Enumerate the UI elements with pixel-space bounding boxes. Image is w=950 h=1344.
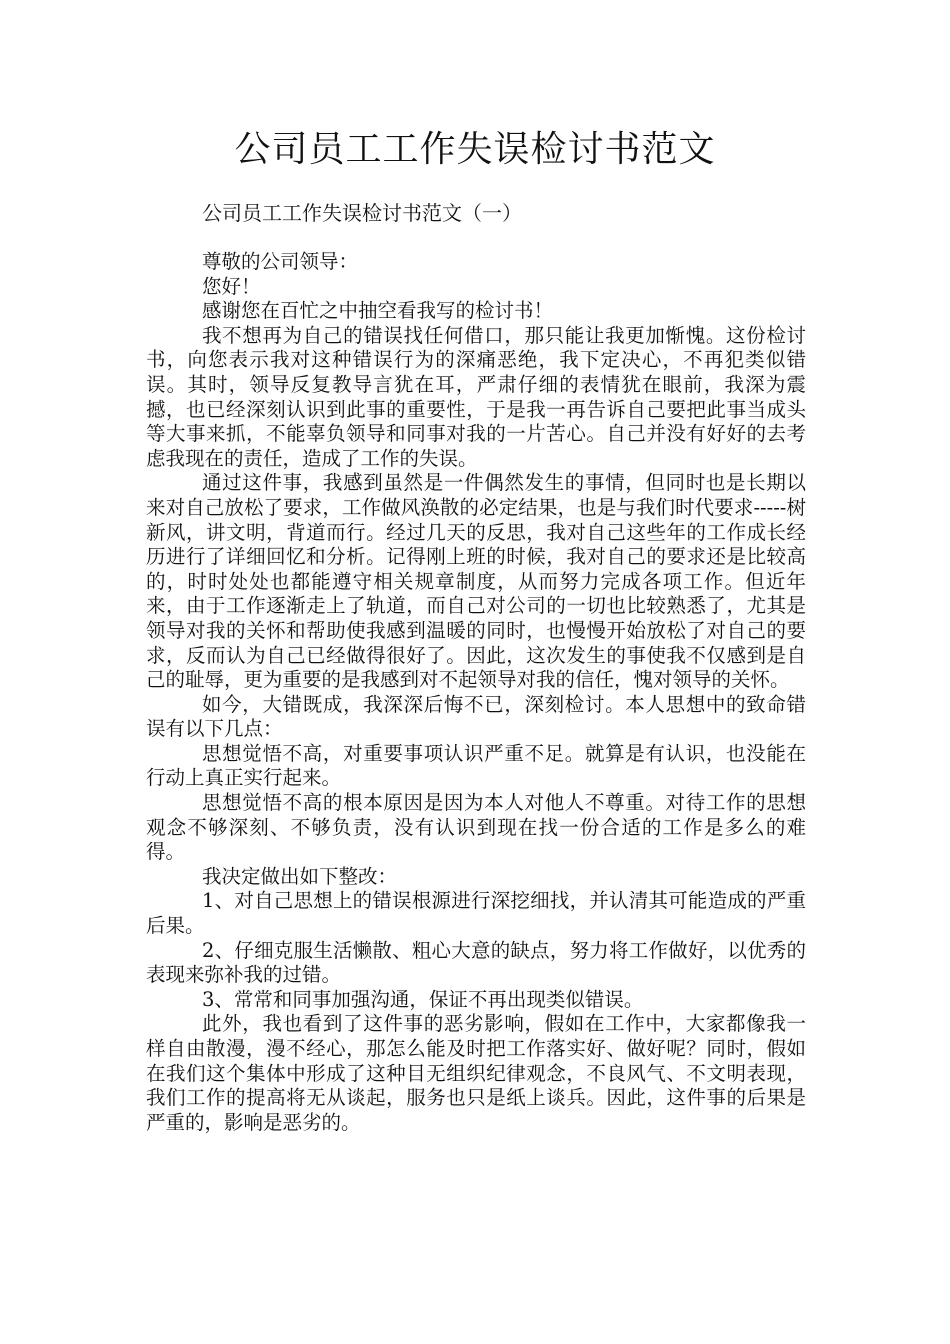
salutation: 尊敬的公司领导： bbox=[202, 250, 359, 273]
thanks-line: 感谢您在百忙之中抽空看我写的检讨书！ bbox=[202, 299, 554, 323]
paragraph: 通过这件事，我感到虽然是一件偶然发生的事情，但同时也是长期以来对自己放松了要求，工作做风涣散的必定结果，也是与我们时代要求-----树新风，讲文明，背道而行。经过几天的反思，我对自己这些年的工作成长经历进行了详细回忆和分析。记得刚上班的时候，我对自己的要求还是比较高的，时时处处也都能遵守相关规章制度，从而努力完成各项工作。但近年来，由于工作逐渐走上了轨道，而自己对公司的一切也比较熟悉了，尤其是领导对我的关怀和帮助使我感到温暖的同时，也慢慢开始放松了对自己的要求，反而认为自己已经做得很好了。因此，这次发生的事使我不仅感到是自己的耻辱，更为重要的是我感到对不起领导对我的信任，愧对领导的关怀。 bbox=[146, 471, 806, 692]
paragraph: 此外，我也看到了这件事的恶劣影响，假如在工作中，大家都像我一样自由散漫，漫不经心，那怎么能及时把工作落实好、做好呢？同时，假如在我们这个集体中形成了这种目无组织纪律观念，不良风气、不文明表现，我们工作的提高将无从谈起，服务也只是纸上谈兵。因此，这件事的后果是严重的，影响是恶劣的。 bbox=[146, 1012, 806, 1134]
list-item: 3、常常和同事加强沟通，保证不再出现类似错误。 bbox=[202, 987, 644, 1011]
paragraph: 思想觉悟不高的根本原因是因为本人对他人不尊重。对待工作的思想观念不够深刻、不够负责，没有认识到现在找一份合适的工作是多么的难得。 bbox=[146, 791, 806, 864]
greeting: 您好！ bbox=[202, 274, 261, 298]
document-title: 公司员工工作失误检讨书范文 bbox=[234, 129, 716, 170]
document-body bbox=[146, 250, 806, 1135]
list-item: 1、对自己思想上的错误根源进行深挖细找，并认清其可能造成的严重后果。 bbox=[146, 889, 806, 938]
document-subtitle: 公司员工工作失误检讨书范文（一） bbox=[202, 201, 522, 225]
paragraph: 如今，大错既成，我深深后悔不已，深刻检讨。本人思想中的致命错误有以下几点： bbox=[146, 692, 806, 741]
paragraph: 思想觉悟不高，对重要事项认识严重不足。就算是有认识，也没能在行动上真正实行起来。 bbox=[146, 741, 806, 790]
paragraph: 我决定做出如下整改： bbox=[202, 864, 398, 888]
list-item: 2、仔细克服生活懒散、粗心大意的缺点，努力将工作做好，以优秀的表现来弥补我的过错。 bbox=[146, 938, 806, 987]
paragraph: 我不想再为自己的错误找任何借口，那只能让我更加惭愧。这份检讨书，向您表示我对这种错误行为的深痛恶绝，我下定决心，不再犯类似错误。其时，领导反复教导言犹在耳，严肃仔细的表情犹在眼前，我深为震撼，也已经深刻认识到此事的重要性，于是我一再告诉自己要把此事当成头等大事来抓，不能辜负领导和同事对我的一片苦心。自己并没有好好的去考虑我现在的责任，造成了工作的失误。 bbox=[146, 323, 806, 470]
